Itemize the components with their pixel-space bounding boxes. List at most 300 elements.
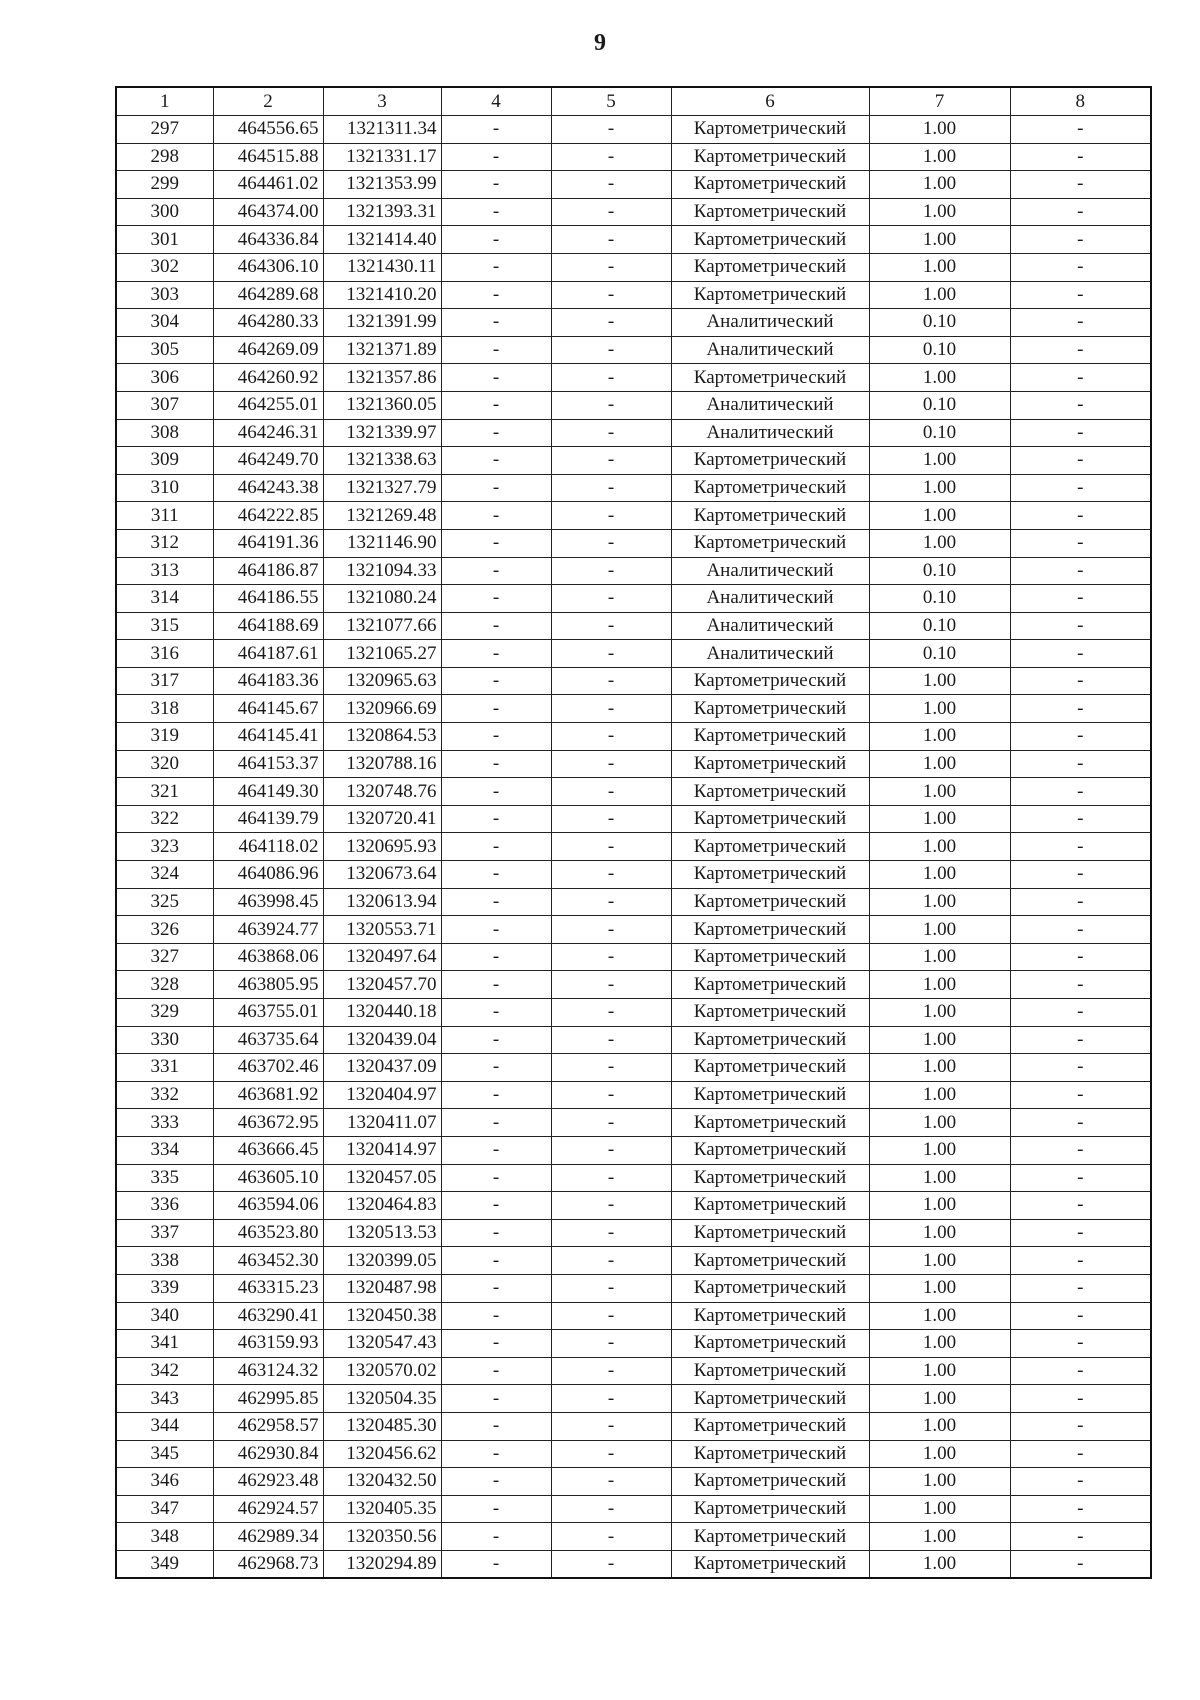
col-5-value-cell: -: [551, 1164, 671, 1192]
x-coordinate-cell: 462968.73: [213, 1550, 323, 1578]
y-coordinate-cell: 1321339.97: [323, 419, 441, 447]
accuracy-cell: 1.00: [869, 1330, 1010, 1358]
col-4-value-cell: -: [441, 502, 551, 530]
col-5-value-cell: -: [551, 336, 671, 364]
x-coordinate-cell: 463315.23: [213, 1274, 323, 1302]
table-row: [116, 309, 1151, 337]
col-5-value-cell: -: [551, 750, 671, 778]
point-number-cell: 329: [116, 999, 213, 1027]
method-cell: Картометрический: [671, 1274, 869, 1302]
accuracy-cell: 1.00: [869, 1192, 1010, 1220]
accuracy-cell: 1.00: [869, 1164, 1010, 1192]
table-row: [116, 778, 1151, 806]
accuracy-cell: 1.00: [869, 916, 1010, 944]
col-5-value-cell: -: [551, 1468, 671, 1496]
col-8-value-cell: -: [1010, 529, 1151, 557]
method-cell: Картометрический: [671, 474, 869, 502]
col-5-value-cell: -: [551, 474, 671, 502]
table-row: [116, 888, 1151, 916]
method-cell: Аналитический: [671, 557, 869, 585]
point-number-cell: 324: [116, 861, 213, 889]
col-5-value-cell: -: [551, 723, 671, 751]
col-4-value-cell: -: [441, 1302, 551, 1330]
col-5-value-cell: -: [551, 1385, 671, 1413]
col-4-value-cell: -: [441, 419, 551, 447]
col-8-value-cell: -: [1010, 640, 1151, 668]
table-row: [116, 1192, 1151, 1220]
table-row: [116, 364, 1151, 392]
point-number-cell: 332: [116, 1081, 213, 1109]
point-number-cell: 349: [116, 1550, 213, 1578]
accuracy-cell: 1.00: [869, 943, 1010, 971]
x-coordinate-cell: 463594.06: [213, 1192, 323, 1220]
y-coordinate-cell: 1320513.53: [323, 1219, 441, 1247]
method-cell: Картометрический: [671, 1468, 869, 1496]
y-coordinate-cell: 1321410.20: [323, 281, 441, 309]
y-coordinate-cell: 1320456.62: [323, 1440, 441, 1468]
accuracy-cell: 1.00: [869, 1026, 1010, 1054]
column-header-2: 2: [213, 87, 323, 116]
method-cell: Аналитический: [671, 336, 869, 364]
method-cell: Картометрический: [671, 1550, 869, 1578]
accuracy-cell: 1.00: [869, 529, 1010, 557]
col-8-value-cell: -: [1010, 888, 1151, 916]
col-4-value-cell: -: [441, 1081, 551, 1109]
method-cell: Картометрический: [671, 1385, 869, 1413]
x-coordinate-cell: 463666.45: [213, 1136, 323, 1164]
col-8-value-cell: -: [1010, 1523, 1151, 1551]
col-5-value-cell: -: [551, 612, 671, 640]
col-4-value-cell: -: [441, 143, 551, 171]
column-header-3: 3: [323, 87, 441, 116]
col-4-value-cell: -: [441, 391, 551, 419]
col-4-value-cell: -: [441, 1550, 551, 1578]
y-coordinate-cell: 1321393.31: [323, 198, 441, 226]
method-cell: Картометрический: [671, 943, 869, 971]
x-coordinate-cell: 464243.38: [213, 474, 323, 502]
x-coordinate-cell: 463998.45: [213, 888, 323, 916]
point-number-cell: 307: [116, 391, 213, 419]
method-cell: Картометрический: [671, 805, 869, 833]
col-4-value-cell: -: [441, 805, 551, 833]
accuracy-cell: 1.00: [869, 1550, 1010, 1578]
col-8-value-cell: -: [1010, 805, 1151, 833]
table-row: [116, 1440, 1151, 1468]
table-row: [116, 1054, 1151, 1082]
y-coordinate-cell: 1321371.89: [323, 336, 441, 364]
point-number-cell: 309: [116, 447, 213, 475]
col-5-value-cell: -: [551, 1219, 671, 1247]
method-cell: Картометрический: [671, 1523, 869, 1551]
header-row: [116, 87, 1151, 116]
col-8-value-cell: -: [1010, 391, 1151, 419]
y-coordinate-cell: 1320720.41: [323, 805, 441, 833]
point-number-cell: 328: [116, 971, 213, 999]
col-5-value-cell: -: [551, 1523, 671, 1551]
method-cell: Картометрический: [671, 1192, 869, 1220]
point-number-cell: 301: [116, 226, 213, 254]
x-coordinate-cell: 464515.88: [213, 143, 323, 171]
col-8-value-cell: -: [1010, 1468, 1151, 1496]
point-number-cell: 347: [116, 1495, 213, 1523]
x-coordinate-cell: 464255.01: [213, 391, 323, 419]
x-coordinate-cell: 464249.70: [213, 447, 323, 475]
table-row: [116, 557, 1151, 585]
table-row: [116, 1026, 1151, 1054]
col-5-value-cell: -: [551, 391, 671, 419]
col-4-value-cell: -: [441, 116, 551, 144]
x-coordinate-cell: 464306.10: [213, 253, 323, 281]
column-header-4: 4: [441, 87, 551, 116]
y-coordinate-cell: 1320613.94: [323, 888, 441, 916]
method-cell: Картометрический: [671, 695, 869, 723]
col-5-value-cell: -: [551, 1109, 671, 1137]
accuracy-cell: 1.00: [869, 1274, 1010, 1302]
col-5-value-cell: -: [551, 226, 671, 254]
method-cell: Картометрический: [671, 667, 869, 695]
point-number-cell: 318: [116, 695, 213, 723]
x-coordinate-cell: 463805.95: [213, 971, 323, 999]
coordinates-table-container: [115, 86, 1150, 1579]
col-4-value-cell: -: [441, 1357, 551, 1385]
col-5-value-cell: -: [551, 1026, 671, 1054]
table-row: [116, 943, 1151, 971]
col-4-value-cell: -: [441, 667, 551, 695]
y-coordinate-cell: 1321146.90: [323, 529, 441, 557]
col-8-value-cell: -: [1010, 447, 1151, 475]
col-4-value-cell: -: [441, 1274, 551, 1302]
col-8-value-cell: -: [1010, 1164, 1151, 1192]
y-coordinate-cell: 1321360.05: [323, 391, 441, 419]
x-coordinate-cell: 464461.02: [213, 171, 323, 199]
point-number-cell: 319: [116, 723, 213, 751]
point-number-cell: 298: [116, 143, 213, 171]
x-coordinate-cell: 464260.92: [213, 364, 323, 392]
col-5-value-cell: -: [551, 916, 671, 944]
point-number-cell: 311: [116, 502, 213, 530]
y-coordinate-cell: 1320570.02: [323, 1357, 441, 1385]
method-cell: Картометрический: [671, 1302, 869, 1330]
table-row: [116, 667, 1151, 695]
table-row: [116, 999, 1151, 1027]
y-coordinate-cell: 1321080.24: [323, 585, 441, 613]
col-8-value-cell: -: [1010, 971, 1151, 999]
accuracy-cell: 1.00: [869, 447, 1010, 475]
y-coordinate-cell: 1320864.53: [323, 723, 441, 751]
table-row: [116, 585, 1151, 613]
column-header-5: 5: [551, 87, 671, 116]
method-cell: Аналитический: [671, 309, 869, 337]
table-row: [116, 750, 1151, 778]
x-coordinate-cell: 463755.01: [213, 999, 323, 1027]
point-number-cell: 345: [116, 1440, 213, 1468]
method-cell: Картометрический: [671, 226, 869, 254]
col-4-value-cell: -: [441, 1054, 551, 1082]
col-5-value-cell: -: [551, 805, 671, 833]
y-coordinate-cell: 1321077.66: [323, 612, 441, 640]
point-number-cell: 336: [116, 1192, 213, 1220]
y-coordinate-cell: 1321353.99: [323, 171, 441, 199]
col-8-value-cell: -: [1010, 1385, 1151, 1413]
col-4-value-cell: -: [441, 612, 551, 640]
col-8-value-cell: -: [1010, 1192, 1151, 1220]
y-coordinate-cell: 1320497.64: [323, 943, 441, 971]
table-row: [116, 391, 1151, 419]
method-cell: Картометрический: [671, 1081, 869, 1109]
col-4-value-cell: -: [441, 281, 551, 309]
col-4-value-cell: -: [441, 640, 551, 668]
method-cell: Картометрический: [671, 1330, 869, 1358]
y-coordinate-cell: 1321414.40: [323, 226, 441, 254]
table-row: [116, 1302, 1151, 1330]
accuracy-cell: 1.00: [869, 1054, 1010, 1082]
col-4-value-cell: -: [441, 999, 551, 1027]
point-number-cell: 321: [116, 778, 213, 806]
method-cell: Картометрический: [671, 1440, 869, 1468]
table-row: [116, 171, 1151, 199]
col-4-value-cell: -: [441, 1412, 551, 1440]
point-number-cell: 338: [116, 1247, 213, 1275]
x-coordinate-cell: 462923.48: [213, 1468, 323, 1496]
accuracy-cell: 1.00: [869, 1440, 1010, 1468]
point-number-cell: 340: [116, 1302, 213, 1330]
col-8-value-cell: -: [1010, 916, 1151, 944]
y-coordinate-cell: 1321331.17: [323, 143, 441, 171]
point-number-cell: 297: [116, 116, 213, 144]
point-number-cell: 348: [116, 1523, 213, 1551]
col-5-value-cell: -: [551, 861, 671, 889]
table-row: [116, 1274, 1151, 1302]
y-coordinate-cell: 1320414.97: [323, 1136, 441, 1164]
point-number-cell: 306: [116, 364, 213, 392]
x-coordinate-cell: 464222.85: [213, 502, 323, 530]
accuracy-cell: 0.10: [869, 612, 1010, 640]
accuracy-cell: 1.00: [869, 971, 1010, 999]
col-5-value-cell: -: [551, 1495, 671, 1523]
col-4-value-cell: -: [441, 226, 551, 254]
method-cell: Картометрический: [671, 833, 869, 861]
x-coordinate-cell: 464145.67: [213, 695, 323, 723]
col-5-value-cell: -: [551, 971, 671, 999]
method-cell: Картометрический: [671, 1495, 869, 1523]
method-cell: Картометрический: [671, 999, 869, 1027]
y-coordinate-cell: 1321391.99: [323, 309, 441, 337]
accuracy-cell: 1.00: [869, 805, 1010, 833]
col-4-value-cell: -: [441, 1330, 551, 1358]
column-header-7: 7: [869, 87, 1010, 116]
point-number-cell: 322: [116, 805, 213, 833]
table-row: [116, 1109, 1151, 1137]
method-cell: Картометрический: [671, 1026, 869, 1054]
col-5-value-cell: -: [551, 1081, 671, 1109]
x-coordinate-cell: 464336.84: [213, 226, 323, 254]
x-coordinate-cell: 464086.96: [213, 861, 323, 889]
point-number-cell: 334: [116, 1136, 213, 1164]
col-8-value-cell: -: [1010, 143, 1151, 171]
col-4-value-cell: -: [441, 1109, 551, 1137]
accuracy-cell: 0.10: [869, 391, 1010, 419]
col-8-value-cell: -: [1010, 1330, 1151, 1358]
x-coordinate-cell: 462924.57: [213, 1495, 323, 1523]
point-number-cell: 323: [116, 833, 213, 861]
x-coordinate-cell: 464149.30: [213, 778, 323, 806]
y-coordinate-cell: 1320405.35: [323, 1495, 441, 1523]
point-number-cell: 344: [116, 1412, 213, 1440]
col-4-value-cell: -: [441, 1495, 551, 1523]
method-cell: Картометрический: [671, 529, 869, 557]
x-coordinate-cell: 464269.09: [213, 336, 323, 364]
col-4-value-cell: -: [441, 529, 551, 557]
point-number-cell: 314: [116, 585, 213, 613]
table-row: [116, 253, 1151, 281]
point-number-cell: 325: [116, 888, 213, 916]
table-row: [116, 1219, 1151, 1247]
x-coordinate-cell: 464118.02: [213, 833, 323, 861]
table-header: [116, 87, 1151, 116]
accuracy-cell: 1.00: [869, 1219, 1010, 1247]
table-row: [116, 226, 1151, 254]
col-8-value-cell: -: [1010, 1081, 1151, 1109]
method-cell: Аналитический: [671, 640, 869, 668]
point-number-cell: 327: [116, 943, 213, 971]
col-8-value-cell: -: [1010, 502, 1151, 530]
method-cell: Картометрический: [671, 1247, 869, 1275]
col-5-value-cell: -: [551, 640, 671, 668]
col-8-value-cell: -: [1010, 750, 1151, 778]
col-4-value-cell: -: [441, 309, 551, 337]
accuracy-cell: 1.00: [869, 143, 1010, 171]
table-row: [116, 1412, 1151, 1440]
table-row: [116, 1081, 1151, 1109]
col-5-value-cell: -: [551, 364, 671, 392]
table-row: [116, 695, 1151, 723]
accuracy-cell: 1.00: [869, 888, 1010, 916]
x-coordinate-cell: 464139.79: [213, 805, 323, 833]
x-coordinate-cell: 464186.55: [213, 585, 323, 613]
accuracy-cell: 1.00: [869, 1468, 1010, 1496]
point-number-cell: 304: [116, 309, 213, 337]
col-4-value-cell: -: [441, 723, 551, 751]
accuracy-cell: 1.00: [869, 695, 1010, 723]
column-header-1: 1: [116, 87, 213, 116]
point-number-cell: 312: [116, 529, 213, 557]
point-number-cell: 316: [116, 640, 213, 668]
col-5-value-cell: -: [551, 143, 671, 171]
y-coordinate-cell: 1320450.38: [323, 1302, 441, 1330]
col-4-value-cell: -: [441, 1136, 551, 1164]
accuracy-cell: 1.00: [869, 171, 1010, 199]
x-coordinate-cell: 463672.95: [213, 1109, 323, 1137]
col-5-value-cell: -: [551, 1054, 671, 1082]
x-coordinate-cell: 462958.57: [213, 1412, 323, 1440]
col-8-value-cell: -: [1010, 336, 1151, 364]
column-header-8: 8: [1010, 87, 1151, 116]
table-row: [116, 198, 1151, 226]
table-row: [116, 116, 1151, 144]
table-row: [116, 1550, 1151, 1578]
method-cell: Картометрический: [671, 1357, 869, 1385]
x-coordinate-cell: 462995.85: [213, 1385, 323, 1413]
x-coordinate-cell: 463124.32: [213, 1357, 323, 1385]
col-4-value-cell: -: [441, 778, 551, 806]
y-coordinate-cell: 1320966.69: [323, 695, 441, 723]
col-8-value-cell: -: [1010, 281, 1151, 309]
col-4-value-cell: -: [441, 916, 551, 944]
accuracy-cell: 1.00: [869, 1357, 1010, 1385]
accuracy-cell: 1.00: [869, 253, 1010, 281]
table-row: [116, 805, 1151, 833]
accuracy-cell: 1.00: [869, 861, 1010, 889]
y-coordinate-cell: 1321430.11: [323, 253, 441, 281]
accuracy-cell: 1.00: [869, 1495, 1010, 1523]
method-cell: Картометрический: [671, 723, 869, 751]
point-number-cell: 300: [116, 198, 213, 226]
col-8-value-cell: -: [1010, 778, 1151, 806]
accuracy-cell: 1.00: [869, 1081, 1010, 1109]
table-row: [116, 143, 1151, 171]
col-5-value-cell: -: [551, 1330, 671, 1358]
accuracy-cell: 1.00: [869, 1109, 1010, 1137]
col-4-value-cell: -: [441, 888, 551, 916]
col-5-value-cell: -: [551, 116, 671, 144]
x-coordinate-cell: 463702.46: [213, 1054, 323, 1082]
method-cell: Аналитический: [671, 612, 869, 640]
method-cell: Картометрический: [671, 778, 869, 806]
method-cell: Картометрический: [671, 750, 869, 778]
method-cell: Картометрический: [671, 1109, 869, 1137]
col-4-value-cell: -: [441, 1385, 551, 1413]
col-5-value-cell: -: [551, 419, 671, 447]
table-row: [116, 1357, 1151, 1385]
point-number-cell: 339: [116, 1274, 213, 1302]
col-8-value-cell: -: [1010, 1109, 1151, 1137]
col-4-value-cell: -: [441, 198, 551, 226]
col-8-value-cell: -: [1010, 1219, 1151, 1247]
method-cell: Картометрический: [671, 1136, 869, 1164]
col-4-value-cell: -: [441, 171, 551, 199]
x-coordinate-cell: 464556.65: [213, 116, 323, 144]
method-cell: Картометрический: [671, 171, 869, 199]
table-row: [116, 723, 1151, 751]
col-8-value-cell: -: [1010, 999, 1151, 1027]
col-8-value-cell: -: [1010, 833, 1151, 861]
col-8-value-cell: -: [1010, 1440, 1151, 1468]
col-4-value-cell: -: [441, 861, 551, 889]
y-coordinate-cell: 1320464.83: [323, 1192, 441, 1220]
point-number-cell: 343: [116, 1385, 213, 1413]
accuracy-cell: 1.00: [869, 1412, 1010, 1440]
method-cell: Картометрический: [671, 1219, 869, 1247]
accuracy-cell: 1.00: [869, 1302, 1010, 1330]
point-number-cell: 342: [116, 1357, 213, 1385]
y-coordinate-cell: 1320485.30: [323, 1412, 441, 1440]
col-5-value-cell: -: [551, 999, 671, 1027]
y-coordinate-cell: 1320432.50: [323, 1468, 441, 1496]
accuracy-cell: 1.00: [869, 1523, 1010, 1551]
y-coordinate-cell: 1320673.64: [323, 861, 441, 889]
y-coordinate-cell: 1321269.48: [323, 502, 441, 530]
method-cell: Картометрический: [671, 1412, 869, 1440]
y-coordinate-cell: 1320748.76: [323, 778, 441, 806]
method-cell: Аналитический: [671, 391, 869, 419]
col-8-value-cell: -: [1010, 419, 1151, 447]
x-coordinate-cell: 463290.41: [213, 1302, 323, 1330]
col-4-value-cell: -: [441, 1468, 551, 1496]
method-cell: Картометрический: [671, 861, 869, 889]
col-4-value-cell: -: [441, 585, 551, 613]
page-number: 9: [594, 30, 606, 56]
accuracy-cell: 1.00: [869, 502, 1010, 530]
